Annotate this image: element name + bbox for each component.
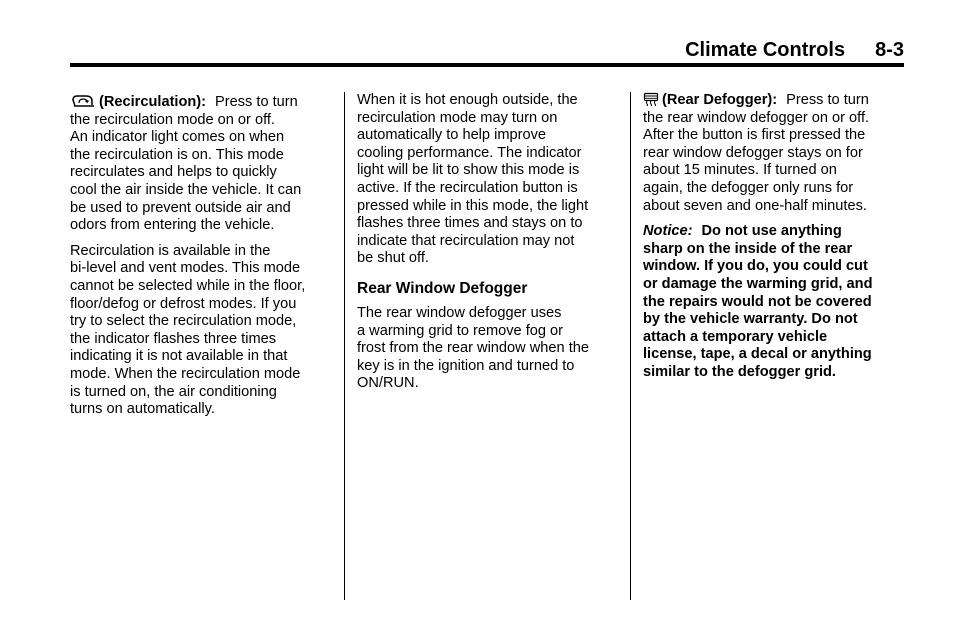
- notice-text-line: or damage the warming grid, and: [643, 275, 873, 292]
- rear-defogger-first-line: [643, 92, 901, 110]
- recirculation-icon: [70, 94, 96, 108]
- recirculation-first-line: [70, 94, 334, 112]
- hot-weather-text-line: light will be lit to show this mode is: [357, 162, 580, 179]
- recirculation-text-line: be used to prevent outside air and: [70, 199, 291, 216]
- rear-defogger-text-line: again, the defogger only runs for: [643, 179, 854, 196]
- rear-defogger-text-line: After the button is first pressed the: [643, 127, 866, 144]
- rear-defogger-text-line: rear window defogger stays on for: [643, 144, 863, 161]
- section-title: Climate Controls: [685, 39, 846, 61]
- recirculation-text-line: the recirculation mode on or off.: [70, 111, 275, 128]
- hot-weather-text-line: active. If the recirculation button is: [357, 179, 578, 196]
- defogger-text-line: key is in the ignition and turned to: [357, 357, 575, 374]
- availability-text-line: is turned on, the air conditioning: [70, 383, 277, 400]
- hot-weather-text-line: automatically to help improve: [357, 127, 546, 144]
- notice-text-line: the repairs would not be covered: [643, 293, 872, 310]
- notice-text-line: license, tape, a decal or anything: [643, 346, 872, 363]
- availability-text-line: turns on automatically.: [70, 401, 215, 418]
- rear-defogger-term: (Rear Defogger):: [662, 92, 778, 108]
- defogger-paragraph: [357, 305, 617, 393]
- availability-text-line: floor/defog or defrost modes. If you: [70, 295, 297, 312]
- column-2: [357, 92, 617, 401]
- notice-first-line: [643, 223, 901, 241]
- recirculation-text-line: the recirculation is on. This mode: [70, 146, 284, 163]
- rear-defogger-text-line: Press to turn: [786, 92, 869, 108]
- hot-weather-text-line: indicate that recirculation may not: [357, 232, 575, 249]
- column-divider-2: [630, 92, 631, 600]
- notice-label: Notice:: [643, 223, 693, 240]
- recirculation-text-line: Press to turn: [215, 94, 298, 110]
- recirculation-text-line: An indicator light comes on when: [70, 129, 285, 146]
- hot-weather-text-line: flashes three times and stays on to: [357, 215, 583, 232]
- notice-text-line: by the vehicle warranty. Do not: [643, 311, 858, 328]
- defogger-text-line: a warming grid to remove fog or: [357, 322, 564, 339]
- defogger-heading: Rear Window Defogger: [357, 279, 528, 297]
- recirculation-paragraph: [70, 94, 334, 235]
- recirculation-term: (Recirculation):: [99, 94, 207, 110]
- rear-defogger-text-line: about 15 minutes. If turned on: [643, 162, 837, 179]
- column-1: [70, 92, 334, 427]
- availability-text-line: bi-level and vent modes. This mode: [70, 260, 301, 277]
- recirculation-text-line: recirculates and helps to quickly: [70, 164, 277, 181]
- availability-paragraph: [70, 243, 334, 419]
- hot-weather-text-line: be shut off.: [357, 250, 429, 267]
- hot-weather-text-line: When it is hot enough outside, the: [357, 92, 578, 108]
- hot-weather-text-line: recirculation mode may turn on: [357, 109, 558, 126]
- availability-text-line: cannot be selected while in the floor,: [70, 277, 306, 294]
- rear-defogger-icon: [643, 92, 659, 106]
- header-rule: [70, 63, 904, 67]
- recirculation-text-line: odors from entering the vehicle.: [70, 217, 275, 234]
- hot-weather-text-line: pressed while in this mode, the light: [357, 197, 589, 214]
- defogger-text-line: The rear window defogger uses: [357, 304, 562, 321]
- page-header: [685, 36, 904, 64]
- availability-text-line: try to select the recirculation mode,: [70, 313, 297, 330]
- availability-text-line: Recirculation is available in the: [70, 242, 271, 259]
- rear-defogger-paragraph: [643, 92, 901, 215]
- page-number: 8-3: [875, 39, 904, 61]
- column-3: [643, 92, 901, 390]
- availability-text-line: mode. When the recirculation mode: [70, 365, 301, 382]
- hot-weather-text-line: cooling performance. The indicator: [357, 144, 582, 161]
- defogger-text-line: ON/RUN.: [357, 375, 419, 392]
- defogger-text-line: frost from the rear window when the: [357, 340, 589, 357]
- rear-defogger-text-line: about seven and one-half minutes.: [643, 197, 867, 214]
- availability-text-line: the indicator flashes three times: [70, 330, 277, 347]
- notice-text-line: Do not use anything: [701, 223, 842, 240]
- notice-paragraph: [643, 223, 901, 381]
- notice-text-line: similar to the defogger grid.: [643, 363, 836, 380]
- notice-text-line: sharp on the inside of the rear: [643, 240, 853, 257]
- recirculation-text-line: cool the air inside the vehicle. It can: [70, 181, 302, 198]
- availability-text-line: indicating it is not available in that: [70, 348, 288, 365]
- hot-weather-paragraph: [357, 92, 617, 268]
- rear-defogger-text-line: the rear window defogger on or off.: [643, 109, 870, 126]
- column-divider-1: [344, 92, 345, 600]
- notice-text-line: window. If you do, you could cut: [643, 258, 868, 275]
- notice-text-line: attach a temporary vehicle: [643, 328, 828, 345]
